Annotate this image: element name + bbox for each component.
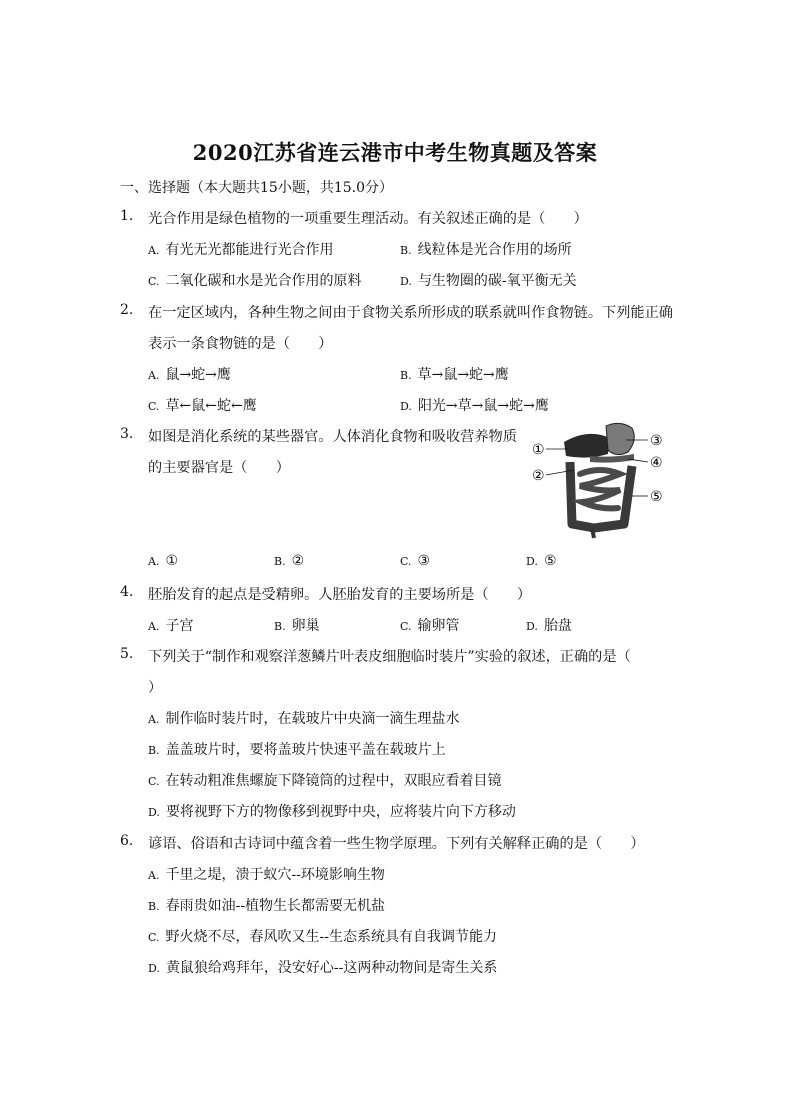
option-text: 千里之堤，溃于蚁穴--环境影响生物 [165,867,385,883]
option-d [400,270,577,290]
option-text: 在转动粗准焦螺旋下降镜筒的过程中，双眼应看着目镜 [165,773,502,789]
option-b [400,239,572,259]
question-number: 6. [120,833,134,849]
small-intestine-shape [580,470,620,508]
question-stem: 如图是消化系统的某些器官。人体消化食物和吸收营养物质 [148,429,517,445]
option-text: 卵巢 [291,618,320,634]
option-label: A. [148,620,160,633]
option-text: 线粒体是光合作用的场所 [417,242,572,258]
option-text: 阳光→草→鼠→蛇→鹰 [417,398,549,414]
option-a [148,364,231,384]
option-label: B. [148,900,160,913]
option-label: A. [148,244,160,257]
option-c [148,270,362,290]
option-label: D. [526,620,538,633]
diagram-label-2: ② [532,468,545,484]
option-text: 输卵管 [417,618,460,634]
section-heading: 一、选择题（本大题共15小题，共15.0分） [120,180,393,196]
option-label: D. [148,962,160,975]
question-number: 1. [120,208,134,224]
question-stem: 表示一条食物链的是（ ） [148,336,333,352]
option-label: B. [400,244,412,257]
option-d [148,957,497,977]
option-d [526,553,557,569]
option-b [274,615,320,635]
question-stem: 的主要器官是（ ） [148,460,290,476]
diagram-label-3: ③ [650,433,663,449]
option-label: C. [148,275,160,288]
option-label: A. [148,869,160,882]
option-b [274,553,304,569]
option-text: ① [165,553,179,569]
option-text: 胎盘 [543,618,572,634]
option-text: ③ [417,553,431,569]
option-text: 春雨贵如油--植物生长都需要无机盐 [165,898,386,914]
option-label: D. [148,806,160,819]
option-a [148,615,193,635]
option-label: B. [274,555,286,568]
option-text: 有光无光都能进行光合作用 [165,242,334,258]
option-d [526,615,572,635]
option-text: 草←鼠←蛇←鹰 [165,398,257,414]
option-label: A. [148,713,160,726]
option-label: B. [148,744,160,757]
option-label: D. [400,400,412,413]
option-label: C. [400,620,412,633]
question-stem: 胚胎发育的起点是受精卵。人胚胎发育的主要场所是（ ） [148,587,532,603]
option-label: C. [400,555,412,568]
question-number: 2. [120,302,134,318]
option-a [148,239,333,259]
option-c [148,395,257,415]
option-c [148,926,497,946]
option-c [400,615,460,635]
option-text: 盖盖玻片时，要将盖玻片快速平盖在载玻片上 [165,742,446,758]
liver-shape [564,434,610,458]
option-b [148,739,446,759]
option-text: 与生物圈的碳-氧平衡无关 [417,273,577,289]
option-text: 鼠→蛇→鹰 [165,367,231,383]
question-number: 3. [120,426,134,442]
option-text: 二氧化碳和水是光合作用的原料 [165,273,362,289]
option-label: A. [148,369,160,382]
diagram-label-5: ⑤ [650,489,663,505]
option-b [400,364,509,384]
option-text: 要将视野下方的物像移到视野中央，应将装片向下方移动 [165,804,516,820]
option-text: 制作临时装片时，在载玻片中央滴一滴生理盐水 [165,711,460,727]
diagram-label-1: ① [532,442,545,458]
question-stem: 光合作用是绿色植物的一项重要生理活动。有关叙述正确的是（ ） [148,211,588,227]
option-text: 野火烧不尽，春风吹又生--生态系统具有自我调节能力 [165,929,497,945]
option-label: A. [148,555,160,568]
option-c [148,770,502,790]
option-label: C. [148,400,160,413]
question-stem: 谚语、俗语和古诗词中蕴含着一些生物学原理。下列有关解释正确的是（ ） [148,836,645,852]
option-label: C. [148,931,160,944]
question-number: 5. [120,646,134,662]
option-a [148,708,459,728]
rectum-shape [592,528,594,538]
question-stem: 下列关于“制作和观察洋葱鳞片叶表皮细胞临时装片”实验的叙述，正确的是（ [148,649,631,665]
option-label: D. [400,275,412,288]
option-a [148,864,385,884]
option-label: C. [148,775,160,788]
option-b [148,895,385,915]
option-text: 草→鼠→蛇→鹰 [417,367,509,383]
option-label: B. [274,620,286,633]
stomach-shape [606,423,634,454]
question-stem: 在一定区域内，各种生物之间由于食物关系所形成的联系就叫作食物链。下列能正确 [148,305,673,321]
diagram-label-4: ④ [650,455,663,471]
question-number: 4. [120,584,134,600]
option-text: 子宫 [165,618,194,634]
option-a [148,553,178,569]
option-d [400,395,549,415]
option-text: 黄鼠狼给鸡拜年，没安好心--这两种动物间是寄生关系 [165,960,498,976]
digestive-system-diagram [528,420,672,540]
option-c [400,553,430,569]
option-label: D. [526,555,538,568]
question-stem: ） [148,680,163,696]
option-label: B. [400,369,412,382]
option-text: ② [291,553,305,569]
option-text: ⑤ [543,553,557,569]
page-title: 2020江苏省连云港市中考生物真题及答案 [192,140,598,165]
option-d [148,801,516,821]
